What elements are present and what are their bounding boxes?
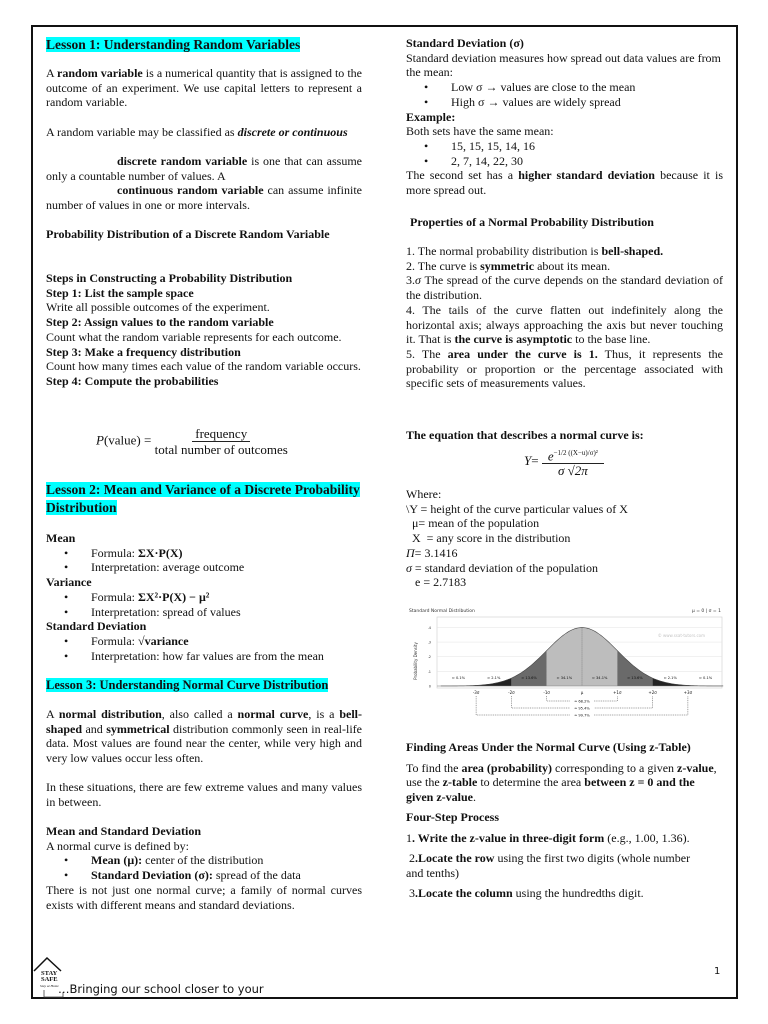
page-number: 1 (714, 966, 721, 977)
text-run: = standard deviation of the population (411, 560, 598, 575)
example-text: Both sets have the same mean: (406, 124, 554, 139)
where-label: Where: (406, 487, 442, 501)
text-run: 2 (406, 851, 415, 865)
lesson1-title: Lesson 1: Understanding Random Variables (46, 37, 301, 52)
chart-subtitle: μ = 0 | σ = 1 (691, 609, 721, 614)
text-run: center of the distribution (142, 853, 264, 868)
text-run: normal curve (237, 707, 309, 721)
lesson1-heading (46, 36, 362, 53)
property-item (406, 303, 723, 347)
text-run: . Write the z-value in three-digit form (412, 830, 605, 845)
where-block (406, 487, 723, 590)
example-label: Example: (406, 109, 456, 124)
equation-heading: The equation that describes a normal curve is: (406, 428, 644, 442)
property-item (406, 347, 723, 391)
text-run: 4. The tails of the curve flatten out indefinitely along the horizontal axis; always approaching the axis but never touching it. That is (406, 302, 723, 347)
text-run: ΣX²·P(X) − μ² (138, 589, 210, 604)
sd-text: Standard deviation measures how spread out data values are from the mean: (406, 50, 721, 80)
text-run: 3 (406, 886, 415, 900)
text-run: between z = 0 and the given z-value (406, 775, 695, 804)
text-run: area under the curve is 1. (447, 346, 598, 361)
text-run: .Locate the row (415, 851, 495, 865)
step-title: Step 3: Make a frequency distribution (46, 344, 241, 359)
text-run: bell-shaped (46, 707, 362, 736)
y-tick-label: .2 (427, 655, 431, 660)
text-run: to the base line. (572, 332, 651, 347)
normal-distribution-definition (46, 707, 362, 766)
normal-equation (524, 446, 604, 478)
where-item (406, 575, 723, 590)
text-run: because it is more spread out. (406, 168, 723, 198)
eq-y: Y (524, 453, 532, 469)
text-run: random variable (57, 66, 143, 80)
finding-areas-block (406, 740, 723, 901)
text-run: (e.g., 1.00, 1.36). (604, 830, 690, 845)
x-tick-label: μ (580, 690, 584, 695)
example-sets (406, 139, 723, 168)
text-run: Mean (μ): (91, 853, 143, 868)
text-run: corresponding to a given (552, 760, 678, 775)
text-run: Formula: (91, 633, 138, 648)
steps-block (46, 271, 362, 389)
text-run: . (473, 789, 476, 804)
text-run: 1. The normal probability distribution is (406, 244, 602, 258)
region-label: ≈ 13.6% (627, 676, 643, 680)
where-item (406, 516, 723, 531)
list-item (46, 649, 362, 664)
text-run: z-table (442, 775, 478, 789)
region-label: ≈ 34.1% (556, 676, 573, 680)
formula-lhs: (value) = (103, 432, 152, 448)
list-item (46, 546, 362, 561)
text-run: can assume infinite number of values in one or more intervals. (46, 183, 363, 212)
text-run: , is a (308, 707, 340, 721)
text-run: is one that can assume only a countable number of values. A (46, 154, 362, 183)
text-run: The spread of the curve depends on the standard deviation of the distribution. (406, 273, 723, 303)
process-step (406, 851, 706, 880)
text-run: e = 2.7183 (406, 575, 467, 590)
eq-e: e (547, 448, 554, 464)
text-run: 5. The (406, 346, 448, 361)
where-item (406, 561, 723, 576)
properties-list (406, 244, 723, 391)
text-run: and (82, 721, 107, 736)
chart-ylabel: Probability Density (413, 642, 418, 680)
region-label: ≈ 34.1% (591, 676, 608, 680)
property-item (406, 259, 723, 274)
sd-list (406, 80, 723, 109)
standard-normal-distribution-chart (405, 603, 725, 719)
x-tick-label: -2σ (508, 690, 515, 695)
lesson2-sections (46, 531, 362, 663)
region-label: ≈ 0.1% (451, 676, 466, 680)
formula-denominator: total number of outcomes (154, 442, 288, 457)
text-run: Interpretation: how far values are from the mean (91, 648, 324, 663)
y-tick-label: .3 (427, 640, 431, 645)
text-run: σ (415, 273, 421, 288)
mean-sd-block (46, 824, 362, 912)
step-text: Write all possible outcomes of the experiment. (46, 300, 270, 315)
text-run: about its mean. (534, 258, 611, 273)
step-title: Step 1: List the sample space (46, 285, 194, 300)
text-run: spread of the data (212, 868, 301, 883)
eq-exponent: −1/2 ((X−u)/σ)² (553, 449, 598, 457)
list-item: • 2, 7, 14, 22, 30 (406, 154, 723, 169)
text-run: , also called a (161, 707, 238, 721)
text-run: is a numerical quantity that is assigned to the outcome of an experiment. We use capital letters to represent a random variable. (46, 66, 362, 110)
text-run: using the first two digits (whole number and tenths) (406, 851, 691, 880)
steps-heading: Steps in Constructing a Probability Distribution (46, 271, 293, 285)
sd-conclusion (406, 168, 723, 197)
text-run: z-value (677, 760, 714, 775)
where-item (406, 502, 723, 517)
x-tick-label: +2σ (648, 690, 657, 695)
region-label: ≈ 2.1% (487, 676, 501, 680)
family-of-curves-text: There is not just one normal curve; a family of normal curves exists with different means and standard deviations. (46, 882, 362, 912)
bracket-label: ≈ 99.7% (574, 713, 590, 718)
chart-watermark: © www.ssat-tutors.com (657, 633, 705, 638)
random-variable-definition (46, 66, 362, 110)
finding-heading: Finding Areas Under the Normal Curve (Using z-Table) (406, 740, 691, 754)
text-run: A (46, 707, 59, 721)
text-run: ΣX·P(X) (138, 545, 183, 560)
x-tick-label: -1σ (543, 690, 550, 695)
text-run: = 3.1416 (414, 545, 458, 560)
extreme-values-text: In these situations, there are few extreme values and many values in between. (46, 780, 362, 809)
step-title: Step 4: Compute the probabilities (46, 373, 219, 388)
text-run: Formula: (91, 589, 138, 604)
mean-sd-intro: A normal curve is defined by: (46, 838, 189, 853)
text-run: the curve is asymptotic (454, 332, 573, 347)
text-run: distribution commonly seen in real-life data. Most values are found near the center, while very high and very low values occur less often. (46, 721, 363, 766)
lesson3-title: Lesson 3: Understanding Normal Curve Distribution (46, 678, 329, 692)
discrete-definition (46, 154, 362, 183)
text-run: discrete random variable (117, 154, 248, 168)
region-label: ≈ 2.1% (663, 676, 677, 680)
sd-heading: Standard Deviation (σ) (406, 36, 524, 50)
text-run: A (46, 66, 58, 80)
text-run: continuous random variable (117, 183, 264, 197)
text-run: Standard Deviation (σ): (91, 868, 213, 883)
y-tick-label: 0 (428, 684, 431, 689)
variance-heading: Variance (46, 575, 92, 590)
text-run: Π (406, 545, 415, 560)
bracket-label: ≈ 95.4% (574, 706, 590, 711)
eq-denominator: σ √2π (557, 463, 588, 479)
text-run: Thus, it represents the probability or proportion or the percentage associated with specific sets of measurements values. (406, 346, 723, 391)
logo-text: STAY SAFE (41, 970, 58, 983)
bracket-label: ≈ 68.2% (574, 699, 590, 704)
classification-text (46, 125, 362, 140)
eq-equals: = (531, 453, 539, 469)
text-run: normal distribution (58, 707, 162, 721)
text-run: Formula: (91, 545, 138, 560)
sd-block (406, 36, 723, 198)
formula-numerator: frequency (192, 426, 250, 442)
list-item (46, 560, 362, 575)
region-label: ≈ 0.1% (698, 676, 713, 680)
mean-sd-list (46, 853, 362, 882)
mean-heading: Mean (46, 531, 76, 545)
y-tick-label: .1 (427, 669, 431, 674)
std-dev-list (46, 634, 362, 663)
process-step (406, 886, 723, 901)
text-run: symmetric (480, 258, 535, 273)
mean-sd-heading: Mean and Standard Deviation (46, 824, 202, 838)
step-text: Count how many times each value of the random variable occurs. (46, 359, 361, 374)
where-item (406, 531, 723, 546)
list-item: • High σ → values are widely spread (406, 95, 723, 110)
finding-paragraph (406, 761, 723, 805)
list-item: • Low σ → values are close to the mean (406, 80, 723, 95)
text-run: symmetrical (106, 721, 170, 736)
list-item: • 15, 15, 15, 14, 16 (406, 139, 723, 154)
lesson2-heading (46, 481, 362, 517)
process-step (406, 831, 706, 846)
text-run: A random variable may be classified as (46, 125, 238, 139)
list-item (46, 853, 362, 868)
text-run: using the hundredths digit. (512, 886, 644, 900)
lesson2-title: Lesson 2: Mean and Variance of a Discrete Probability Distribution (46, 482, 360, 515)
text-run: 3. (406, 273, 415, 288)
text-run: .Locate the column (415, 886, 513, 900)
probability-distribution-heading: Probability Distribution of a Discrete Random Variable (46, 227, 330, 241)
where-item (406, 546, 723, 561)
text-run: 2. The curve is (406, 258, 481, 273)
property-item (406, 244, 723, 259)
eq-fraction (542, 446, 604, 478)
text-run: The second set has a (406, 168, 519, 183)
eq-numerator (542, 446, 604, 464)
y-tick-label: .4 (427, 625, 431, 630)
text-run: higher standard deviation (518, 168, 655, 183)
list-item (46, 605, 362, 620)
continuous-definition (46, 183, 362, 212)
process-heading: Four-Step Process (406, 810, 499, 824)
properties-heading: Properties of a Normal Probability Distribution (410, 215, 654, 229)
text-run: σ (406, 560, 412, 575)
mean-list (46, 546, 362, 575)
probability-formula (96, 426, 288, 457)
list-item (46, 634, 362, 649)
formula-p: P (96, 432, 104, 448)
step-text: Count what the random variable represents for each outcome. (46, 329, 342, 344)
formula-fraction (155, 426, 288, 457)
x-tick-label: -3σ (472, 690, 480, 695)
footer-tagline: …Bringing our school closer to your (58, 982, 264, 996)
text-run: To find the (406, 760, 462, 775)
x-tick-label: +1σ (613, 690, 622, 695)
chart-title: Standard Normal Distribution (409, 609, 475, 614)
text-run: 1 (406, 830, 412, 845)
list-item (46, 868, 362, 883)
region-label: ≈ 13.6% (521, 676, 537, 680)
text-run: √variance (138, 633, 189, 648)
std-dev-heading: Standard Deviation (46, 619, 147, 634)
text-run: \Y = height of the curve particular values of X (406, 501, 628, 516)
step-title: Step 2: Assign values to the random variable (46, 315, 274, 330)
text-run: , use the (406, 760, 717, 789)
text-run: to determine the area (477, 775, 585, 789)
lesson3-heading (46, 677, 362, 694)
property-item (406, 273, 723, 302)
list-item (46, 590, 362, 605)
text-run: bell-shaped. (601, 244, 664, 258)
text-run: area (probability) (461, 760, 553, 775)
variance-list (46, 590, 362, 619)
text-run: discrete or continuous (237, 125, 348, 139)
text-run: X = any score in the distribution (406, 531, 571, 546)
text-run: Interpretation: average outcome (91, 560, 245, 575)
text-run: μ= mean of the population (406, 516, 540, 531)
x-tick-label: +3σ (683, 690, 693, 695)
logo-script: Stay at Home (40, 984, 59, 988)
text-run: Interpretation: spread of values (91, 604, 241, 619)
